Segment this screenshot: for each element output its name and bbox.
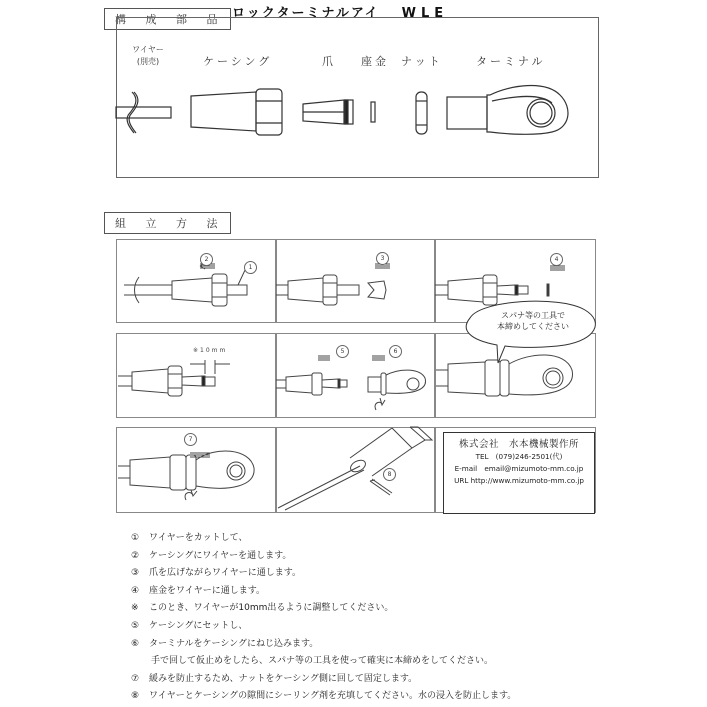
step-text: ワイヤーをカットして、: [149, 533, 248, 543]
step-text: ケーシングにワイヤーを通します。: [149, 550, 292, 561]
step-4: [131, 583, 516, 601]
marker-2: 2: [200, 253, 213, 266]
step-6-detail: [131, 653, 516, 671]
company-name: 株式会社 水本機械製作所: [458, 439, 579, 450]
step-8: [131, 688, 516, 706]
step-text: 手で回して仮止めをしたら、スパナ等の工具を使って確実に本締めをしてください。: [151, 656, 494, 667]
marker-1: 1: [244, 261, 257, 274]
parts-section-tag: 構 成 部 品: [104, 8, 231, 30]
step-text: 緩みを防止するため、ナットをケーシング側に回して固定します。: [149, 673, 418, 684]
bubble-line-1: スパナ等の工具で: [501, 311, 565, 320]
company-info-box: [443, 432, 595, 514]
part-label-nut: ナット: [401, 55, 443, 68]
part-label-claw: 爪: [322, 55, 336, 68]
marker-3: 3: [376, 252, 389, 265]
step-7: [131, 671, 516, 689]
step-number: ⑦: [131, 673, 140, 684]
step-number: ⑧: [131, 691, 140, 702]
step-text: 爪を広げながらワイヤーに通します。: [149, 568, 302, 579]
assembly-section-tag: 組 立 方 法: [104, 212, 231, 234]
step-number: ③: [131, 568, 140, 579]
step-number: ②: [131, 550, 140, 561]
marker-8: 8: [383, 468, 396, 481]
marker-6: 6: [389, 345, 402, 358]
company-url: URL http://www.mizumoto-mm.co.jp: [454, 476, 584, 485]
bubble-line-2: 本締めしてください: [497, 322, 569, 331]
step-text: ワイヤーとケーシングの隙間にシーリング剤を充填してください。水の浸入を防止します。: [149, 691, 517, 702]
wire-label-note: (別売): [136, 57, 160, 66]
model-code: WLE: [401, 6, 449, 21]
marker-4: 4: [550, 253, 563, 266]
step-number: ※: [131, 603, 139, 614]
step-6: [131, 636, 516, 654]
product-name: ロックターミナルアイ: [232, 6, 380, 21]
step-text: このとき、ワイヤーが10mm出るように調整してください。: [149, 603, 394, 614]
speech-bubble: [478, 310, 588, 332]
marker-5: 5: [336, 345, 349, 358]
part-label-casing: ケーシング: [203, 55, 273, 68]
step-number: ⑥: [131, 638, 140, 649]
step-number: ⑤: [131, 620, 140, 631]
step-note: [131, 600, 516, 618]
step-text: 座金をワイヤーに通します。: [149, 585, 266, 596]
marker-7: 7: [184, 433, 197, 446]
part-label-terminal: ターミナル: [476, 55, 546, 68]
step-text: ケーシングにセットし、: [149, 620, 248, 631]
part-label-washer: 座金: [361, 55, 389, 68]
wire-label-name: ワイヤー: [132, 45, 164, 54]
dimension-note: ※10mm: [193, 347, 228, 354]
instruction-list: [131, 530, 516, 706]
company-tel: TEL (079)246-2501(代): [475, 452, 563, 461]
step-1: [131, 530, 516, 548]
step-2: [131, 548, 516, 566]
step-number: ④: [131, 585, 140, 596]
company-email: E-mail email@mizumoto-mm.co.jp: [454, 464, 584, 473]
step-5: [131, 618, 516, 636]
step-3: [131, 565, 516, 583]
step-text: ターミナルをケーシングにねじ込みます。: [149, 638, 319, 649]
step-number: ①: [131, 533, 140, 543]
